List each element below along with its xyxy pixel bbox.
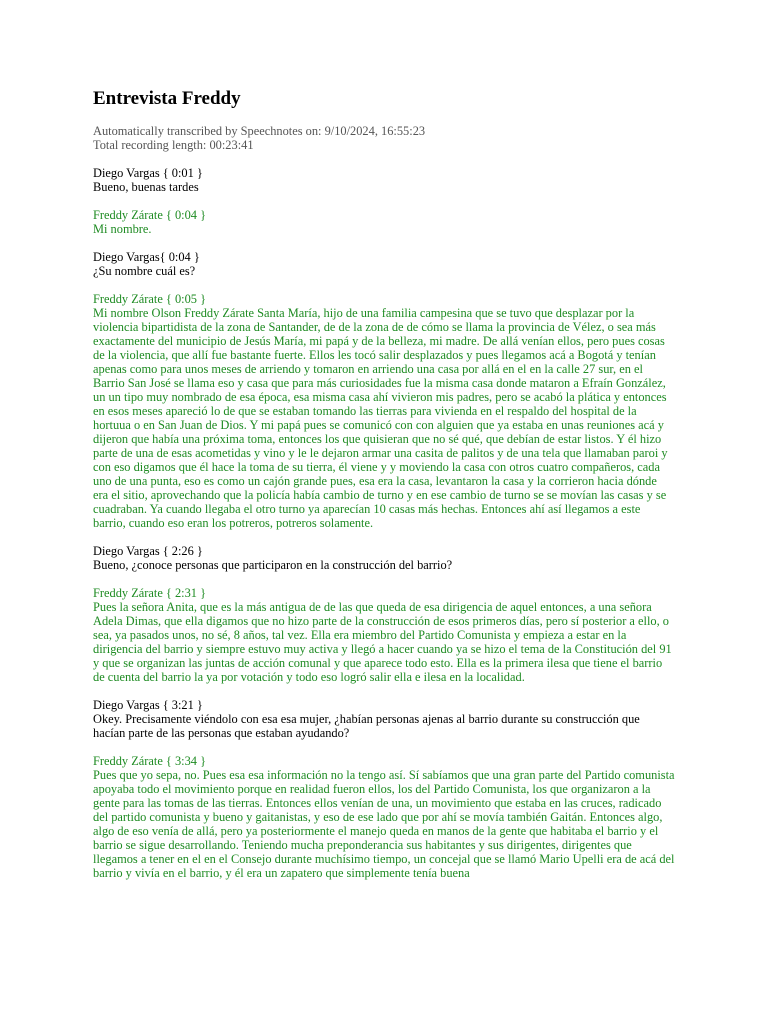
transcript-block xyxy=(93,698,675,740)
speaker-timestamp: Diego Vargas { 3:21 } xyxy=(93,698,203,712)
transcript-block xyxy=(93,208,675,236)
recording-length: Total recording length: 00:23:41 xyxy=(93,138,254,152)
speaker-timestamp: Freddy Zárate { 3:34 } xyxy=(93,754,207,768)
speaker-timestamp: Diego Vargas { 2:26 } xyxy=(93,544,203,558)
utterance-text: Okey. Precisamente viéndolo con esa esa mujer, ¿habían personas ajenas al barrio durante su construcción que hacían parte de las personas que estaban ayudando? xyxy=(93,712,640,740)
transcript-block xyxy=(93,250,675,278)
speaker-timestamp: Diego Vargas { 0:01 } xyxy=(93,166,203,180)
transcript-block xyxy=(93,754,675,880)
speaker-timestamp: Freddy Zárate { 2:31 } xyxy=(93,586,207,600)
utterance-text: Mi nombre. xyxy=(93,222,152,236)
transcript-block xyxy=(93,544,675,572)
utterance-text: ¿Su nombre cuál es? xyxy=(93,264,196,278)
transcript-block xyxy=(93,586,675,684)
transcript-block xyxy=(93,166,675,194)
utterance-text: Pues que yo sepa, no. Pues esa esa información no la tengo así. Sí sabíamos que una gran parte del Partido comunista apoyaba todo el movimiento porque en realidad fueron ellos, los del Partido Comunista, los que organizaron a la gente para las tomas de las tierras. Entonces ellos venían de una, un movimiento que estaba en las cruces, radicado del partido comunista y bueno y gaitanistas, y eso de ese lado que por ahí se movía también Gaitán. Entonces algo, algo de eso venía de allá, pero ya posteriormente el manejo queda en manos de la gente que habitaba el barrio y el barrio se sigue desarrollando. Teniendo mucha preponderancia sus habitantes y sus dirigentes, dirigentes que llegamos a tener en el en el Consejo durante muchísimo tiempo, un concejal que se llamó Mario Upelli era de acá del barrio y vivía en el barrio, y él era un zapatero que simplemente tenía buena xyxy=(93,768,675,880)
speaker-timestamp: Freddy Zárate { 0:05 } xyxy=(93,292,207,306)
utterance-text: Bueno, buenas tardes xyxy=(93,180,199,194)
document-title: Entrevista Freddy xyxy=(93,88,241,109)
transcript-block xyxy=(93,292,675,530)
utterance-text: Mi nombre Olson Freddy Zárate Santa María, hijo de una familia campesina que se tuvo que desplazar por la violencia bipartidista de la zona de Santander, de de la zona de de cómo se llama la provincia de Vélez, o sea más exactamente del municipio de Jesús María, mi papá y de la belleza, mi madre. De allá venían ellos, pero pues cosas de la violencia, que allí fue bastante fuerte. Ellos les tocó salir desplazados y pues llegamos acá a Bogotá y tenían apenas como para unos meses de arriendo y tomaron en arriendo una casa por allá en el en la calle 27 sur, en el Barrio San José se llama eso y casa que para más curiosidades fue la misma casa donde mataron a Efraín González, un un tipo muy nombrado de esa época, esa misma casa ahí vivieron mis padres, pero se acabó la plática y entonces en esos meses apareció lo de que se estaban tomando las tierras para vivienda en el respaldo del hospital de la hortuua o en San Juan de Dios. Y mi papá pues se comunicó con con alguien que ya estaba en unas reuniones acá y dijeron que había una próxima toma, entonces los que quisieran que no sé qué, que debían de estar listos. Y él hizo parte de una de esas acometidas y vino y le le dejaron armar una casita de palitos y de una tela que llamaban paroi y con eso digamos que él hace la toma de su tierra, él viene y y moviendo la casa con otros cuatro compañeros, cada uno de una punta, eso es como un cajón grande pues, esa era la casa, levantaron la casa y la corrieron hacia dónde era el sitio, aprovechando que la policía había cambio de turno y en ese cambio de turno se se movían las casas y se cuadraban. Ya cuando llegaba el otro turno ya aparecían 10 casas más hechas. Entonces ahí así llegamos a este barrio, cuando eso eran los potreros, potreros solamente. xyxy=(93,306,668,530)
transcribed-info: Automatically transcribed by Speechnotes on: 9/10/2024, 16:55:23 xyxy=(93,124,426,138)
utterance-text: Pues la señora Anita, que es la más antigua de de las que queda de esa dirigencia de aquel entonces, a una señora Adela Dimas, que ella digamos que no hizo parte de la construcción de esos primeros días, pero sí posterior a ello, o sea, ya pasados unos, no sé, 8 años, tal vez. Ella era miembro del Partido Comunista y empieza a estar en la dirigencia del barrio y siempre estuvo muy activa y llegó a hacer cuando ya se hizo el tema de la Constitución del 91 y que se organizan las juntas de acción comunal y que aparece todo esto. Ella es la primera ilesa que tiene el barrio de cuenta del barrio la ya por votación y todo eso logró salir ella e ilesa en la localidad. xyxy=(93,600,672,684)
utterance-text: Bueno, ¿conoce personas que participaron en la construcción del barrio? xyxy=(93,558,453,572)
speaker-timestamp: Freddy Zárate { 0:04 } xyxy=(93,208,207,222)
speaker-timestamp: Diego Vargas{ 0:04 } xyxy=(93,250,200,264)
transcription-metadata xyxy=(93,124,675,152)
